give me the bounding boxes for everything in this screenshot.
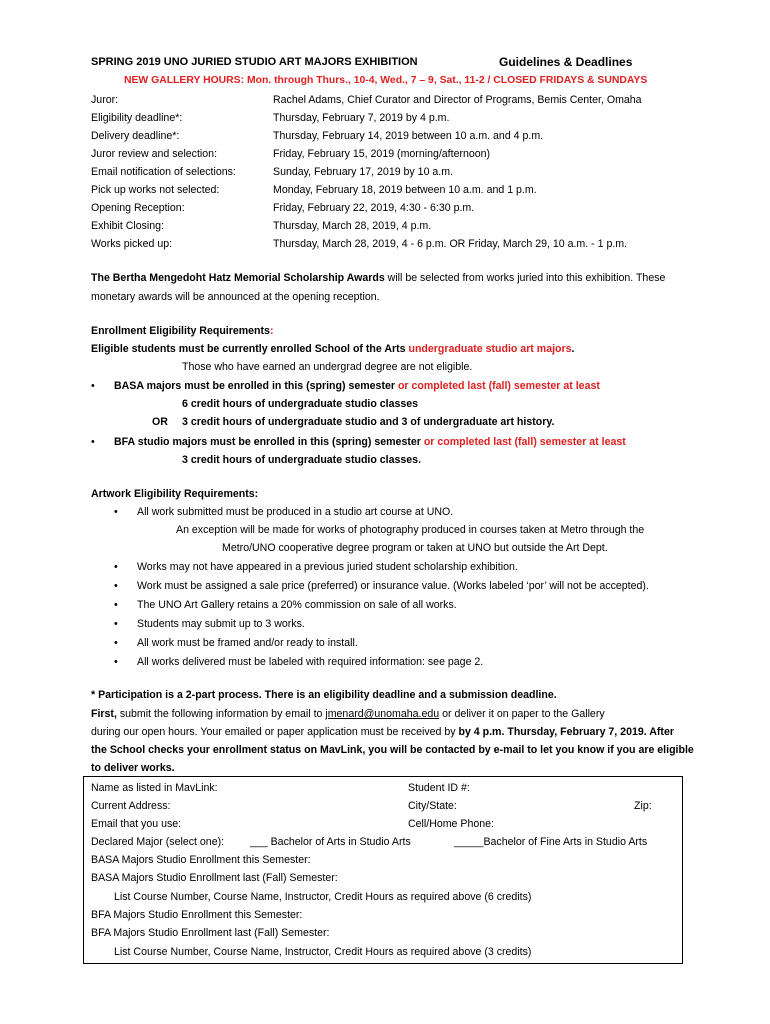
schedule-value: Friday, February 22, 2019, 4:30 - 6:30 p.m. [273, 202, 475, 214]
form-address-label: Current Address: [91, 800, 171, 812]
basa-line-2: 6 credit hours of undergraduate studio classes [182, 398, 419, 410]
form-city-state-label: City/State: [408, 800, 457, 812]
bullet-icon: • [114, 637, 118, 649]
artwork-item: Works may not have appeared in a previous juried student scholarship exhibition. [137, 561, 518, 573]
basa-line-3: 3 credit hours of undergraduate studio and 3 of undergraduate art history. [182, 416, 555, 428]
basa-or: OR [152, 416, 168, 428]
schedule-label: Works picked up: [91, 238, 173, 250]
schedule-value: Rachel Adams, Chief Curator and Director of Programs, Bemis Center, Omaha [273, 94, 642, 106]
schedule-label: Eligibility deadline*: [91, 112, 183, 124]
form-name-label: Name as listed in MavLink: [91, 782, 218, 794]
form-basa-list: List Course Number, Course Name, Instructor, Credit Hours as required above (6 credits) [114, 891, 532, 903]
eligible-end: . [571, 343, 575, 355]
first-end: or deliver it on paper to the Gallery [439, 708, 605, 720]
artwork-heading: Artwork Eligibility Requirements: [91, 488, 259, 500]
schedule-label: Juror: [91, 94, 119, 106]
scholarship-name: The Bertha Mengedoht Hatz Memorial Scholarship Awards [91, 272, 385, 284]
scholarship-text: will be selected from works juried into this exhibition. These [384, 272, 666, 284]
schedule-label: Juror review and selection: [91, 148, 218, 160]
participation-line-3 [91, 726, 674, 738]
artwork-item: All works delivered must be labeled with required information: see page 2. [137, 656, 484, 668]
participation-line-2 [91, 708, 605, 720]
form-bfa-last: BFA Majors Studio Enrollment last (Fall) Semester: [91, 927, 330, 939]
document-title: SPRING 2019 UNO JURIED STUDIO ART MAJORS EXHIBITION [91, 56, 418, 68]
enrollment-heading [91, 325, 273, 337]
form-bfa-list: List Course Number, Course Name, Instructor, Credit Hours as required above (3 credits) [114, 946, 532, 958]
bullet-icon: • [114, 506, 118, 518]
bullet-icon: • [114, 599, 118, 611]
scholarship-line-1 [91, 272, 665, 284]
participation-line-1: * Participation is a 2-part process. There is an eligibility deadline and a submission deadline. [91, 689, 557, 701]
form-phone-label: Cell/Home Phone: [408, 818, 494, 830]
first-text: submit the following information by email to [116, 708, 326, 720]
participation-line-5: to deliver works. [91, 762, 175, 774]
schedule-value: Monday, February 18, 2019 between 10 a.m. and 1 p.m. [273, 184, 537, 196]
bfa-line-2: 3 credit hours of undergraduate studio classes. [182, 454, 422, 466]
enrollment-heading-text: Enrollment Eligibility Requirements [91, 325, 270, 337]
deadline-date: by 4 p.m. Thursday, February 7, 2019 [458, 726, 644, 738]
gallery-hours: NEW GALLERY HOURS: Mon. through Thurs., 10-4, Wed., 7 – 9, Sat., 11-2 / CLOSED FRIDAYS & SUNDAYS [124, 75, 648, 86]
eligible-highlight: undergraduate studio art majors [408, 343, 572, 355]
enrollment-note: Those who have earned an undergrad degree are not eligible. [182, 361, 473, 373]
schedule-label: Pick up works not selected: [91, 184, 220, 196]
bullet-icon: • [114, 580, 118, 592]
bfa-text: BFA studio majors must be enrolled in this (spring) semester [114, 436, 424, 448]
schedule-label: Delivery deadline*: [91, 130, 180, 142]
artwork-item: All work submitted must be produced in a studio art course at UNO. [137, 506, 454, 518]
bfa-requirement [114, 436, 626, 448]
enrollment-heading-colon: : [269, 325, 274, 337]
form-student-id-label: Student ID #: [408, 782, 470, 794]
basa-text: BASA majors must be enrolled in this (spring) semester [114, 380, 398, 392]
form-basa-this: BASA Majors Studio Enrollment this Semester: [91, 854, 311, 866]
schedule-value: Thursday, March 28, 2019, 4 p.m. [273, 220, 432, 232]
deadline-text: during our open hours. Your emailed or paper application must be received by [91, 726, 459, 738]
document-subtitle: Guidelines & Deadlines [499, 55, 633, 69]
artwork-item: All work must be framed and/or ready to install. [137, 637, 358, 649]
schedule-label: Opening Reception: [91, 202, 185, 214]
artwork-item: Work must be assigned a sale price (preferred) or insurance value. (Works labeled ‘por’ will not be accepted). [137, 580, 649, 592]
eligible-text: Eligible students must be currently enrolled School of the Arts [91, 343, 409, 355]
schedule-label: Email notification of selections: [91, 166, 236, 178]
schedule-value: Thursday, February 7, 2019 by 4 p.m. [273, 112, 450, 124]
participation-line-4: the School checks your enrollment status on MavLink, you will be contacted by e-mail to let you know if you are eligible [91, 744, 694, 756]
artwork-item: The UNO Art Gallery retains a 20% commission on sale of all works. [137, 599, 457, 611]
form-email-label: Email that you use: [91, 818, 182, 830]
form-bfa-option: _____Bachelor of Fine Arts in Studio Arts [454, 836, 648, 848]
email-link[interactable]: jmenard@unomaha.edu [325, 708, 440, 720]
bullet-icon: • [114, 561, 118, 573]
deadline-end: . After [643, 726, 674, 738]
form-bfa-this: BFA Majors Studio Enrollment this Semester: [91, 909, 303, 921]
first-label: First, [91, 708, 117, 720]
artwork-item-exception-2: Metro/UNO cooperative degree program or taken at UNO but outside the Art Dept. [222, 542, 608, 554]
bfa-highlight: or completed last (fall) semester at least [423, 436, 626, 448]
artwork-item: Students may submit up to 3 works. [137, 618, 305, 630]
form-ba-option: ___ Bachelor of Arts in Studio Arts [250, 836, 411, 848]
bullet-icon: • [91, 436, 95, 448]
form-major-label: Declared Major (select one): [91, 836, 225, 848]
form-basa-last: BASA Majors Studio Enrollment last (Fall) Semester: [91, 872, 338, 884]
schedule-value: Thursday, February 14, 2019 between 10 a.m. and 4 p.m. [273, 130, 544, 142]
enrollment-eligible [91, 343, 574, 355]
schedule-value: Friday, February 15, 2019 (morning/afternoon) [273, 148, 491, 160]
basa-highlight: or completed last (fall) semester at least [397, 380, 600, 392]
bullet-icon: • [91, 380, 95, 392]
bullet-icon: • [114, 618, 118, 630]
bullet-icon: • [114, 656, 118, 668]
scholarship-line-2: monetary awards will be announced at the opening reception. [91, 291, 380, 303]
artwork-item-exception: An exception will be made for works of photography produced in courses taken at Metro through the [176, 524, 645, 536]
schedule-value: Sunday, February 17, 2019 by 10 a.m. [273, 166, 454, 178]
schedule-label: Exhibit Closing: [91, 220, 165, 232]
form-zip-label: Zip: [634, 800, 652, 812]
schedule-value: Thursday, March 28, 2019, 4 - 6 p.m. OR Friday, March 29, 10 a.m. - 1 p.m. [273, 238, 628, 250]
basa-requirement [114, 380, 600, 392]
